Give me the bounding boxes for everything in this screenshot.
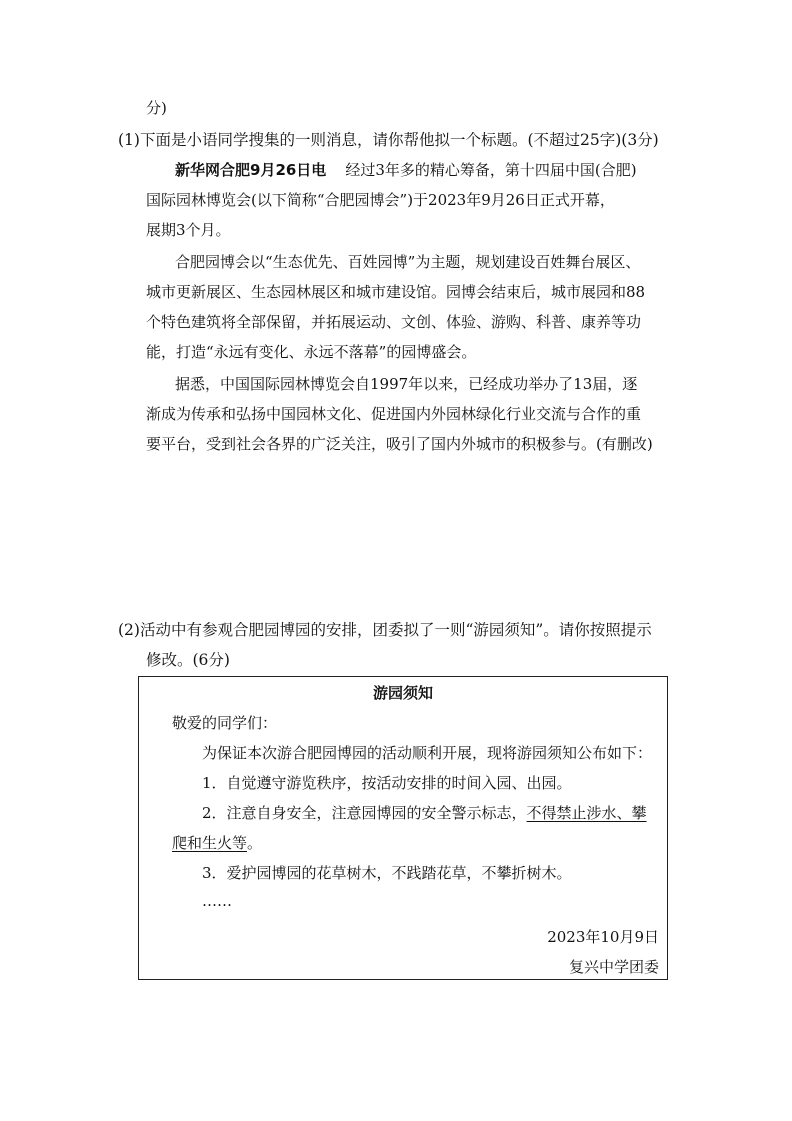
news-paragraph-3-line-1: 据悉，中国国际园林博览会自1997年以来，已经成功举办了13届，逐 [175,375,638,393]
question-2-line-1: (2)活动中有参观合肥园博园的安排，团委拟了一则“游园须知”。请你按照提示 [118,621,652,639]
notice-date: 2023年10月9日 [547,928,659,946]
top-fragment: 分) [146,99,167,117]
notice-item-2-line-1: 2．注意自身安全，注意园博园的安全警示标志，不得禁止涉水、攀 [202,804,647,822]
question-2-line-2: 修改。(6分) [146,651,230,669]
news-paragraph-2-line-1: 合肥园博会以“生态优先、百姓园博”为主题，规划建设百姓舞台展区、 [175,253,641,271]
underlined-phrase-part-2: 爬和生火等 [172,834,248,852]
notice-ellipsis: …… [202,892,232,910]
news-paragraph-1-line-1: 新华网合肥9月26日电 经过3年多的精心筹备，第十四届中国(合肥) [175,161,637,179]
notice-title: 游园须知 [372,684,433,702]
news-paragraph-2-line-4: 能，打造“永远有变化、永远不落幕”的园博盛会。 [146,343,477,361]
news-dateline: 新华网合肥9月26日电 [175,161,327,179]
news-paragraph-2-line-3: 个特色建筑将全部保留，并拓展运动、文创、体验、游购、科普、康养等功 [146,313,642,331]
news-paragraph-2-line-2: 城市更新展区、生态园林展区和城市建设馆。园博会结束后，城市展园和88 [146,283,646,301]
notice-item-1: 1．自觉遵守游览秩序，按活动安排的时间入园、出园。 [202,774,572,792]
notice-item-2-line-2: 爬和生火等。 [172,834,263,852]
notice-item-3: 3．爱护园博园的花草树木，不践踏花草，不攀折树木。 [202,864,572,882]
news-paragraph-3-line-2: 渐成为传承和弘扬中国园林文化、促进国内外园林绿化行业交流与合作的重 [146,405,642,423]
question-1: (1)下面是小语同学搜集的一则消息，请你帮他拟一个标题。(不超过25字)(3分) [118,131,659,149]
notice-signature: 复兴中学团委 [568,958,659,976]
news-paragraph-1-line-3: 展期3个月。 [146,221,231,239]
underlined-phrase-part-1: 不得禁止涉水、攀 [526,804,647,822]
notice-salutation: 敬爱的同学们： [172,714,278,732]
notice-box [138,676,668,980]
news-paragraph-3-line-3: 要平台，受到社会各界的广泛关注，吸引了国内外城市的积极参与。(有删改) [146,435,653,453]
notice-intro: 为保证本次游合肥园博园的活动顺利开展，现将游园须知公布如下： [202,744,653,762]
news-paragraph-1-line-2: 国际园林博览会(以下简称“合肥园博会”)于2023年9月26日正式开幕， [146,191,615,209]
